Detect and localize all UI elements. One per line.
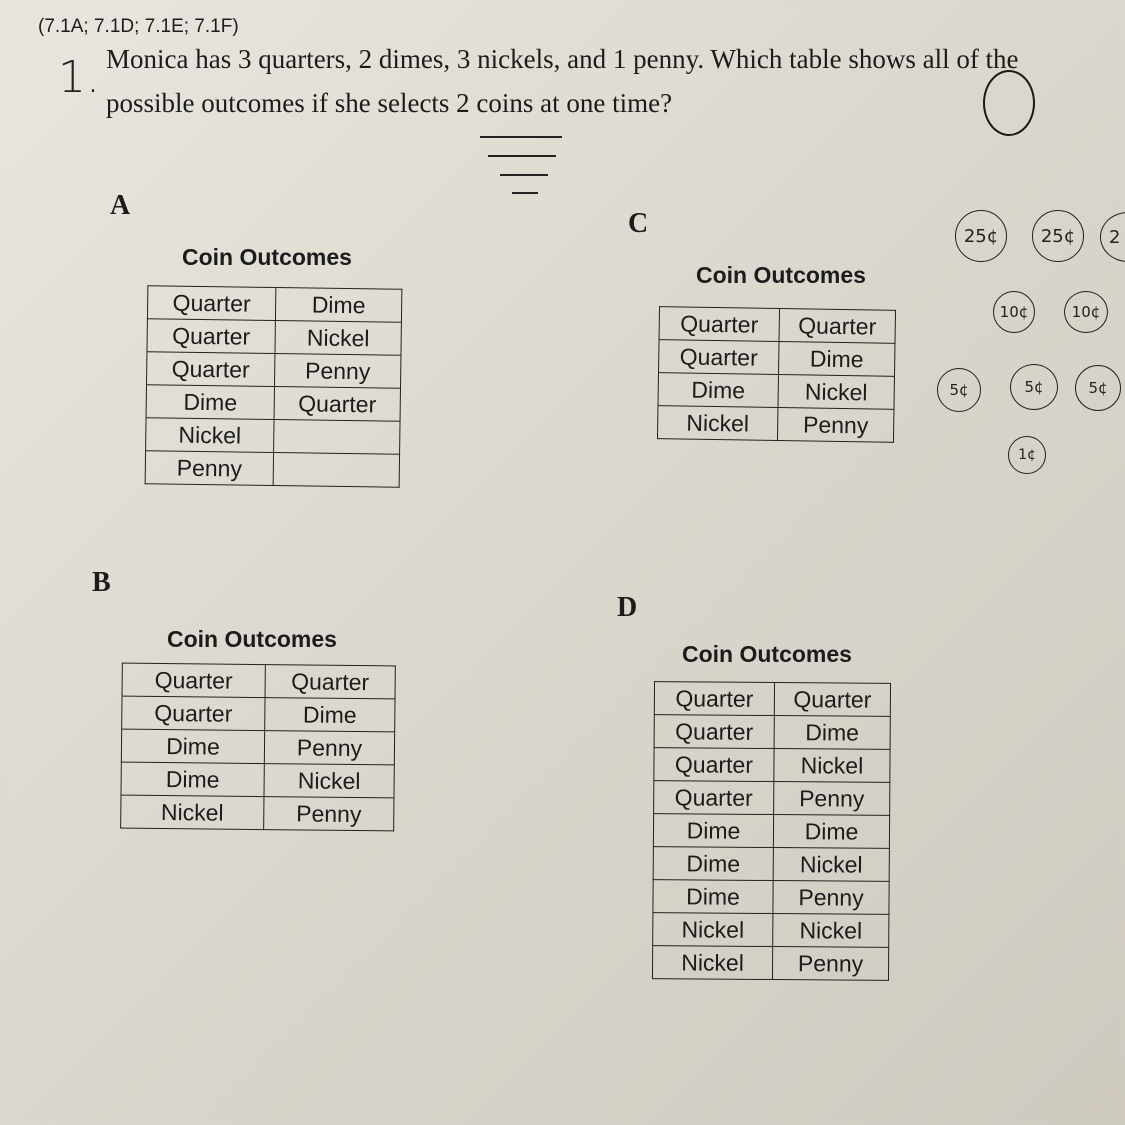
choice-b-table	[120, 663, 396, 832]
standards-code: (7.1A; 7.1D; 7.1E; 7.1F)	[38, 16, 239, 37]
choice-a-title: Coin Outcomes	[182, 244, 352, 270]
table-row	[146, 418, 400, 455]
table-cell: Nickel	[773, 848, 889, 882]
coin-annotation-nickel: 5¢	[1010, 364, 1058, 410]
table-cell: Penny	[264, 797, 394, 831]
coin-annotation-dime: 10¢	[993, 291, 1035, 333]
table-row	[146, 385, 400, 422]
table-row	[147, 286, 401, 323]
table-cell: Dime	[121, 762, 264, 796]
table-cell: Quarter	[122, 696, 265, 730]
choice-a-table	[145, 285, 403, 488]
table-cell: Nickel	[778, 375, 895, 410]
table-cell: Quarter	[659, 307, 780, 342]
table-row	[653, 913, 889, 948]
table-cell: Nickel	[121, 795, 264, 829]
table-cell: Quarter	[122, 663, 265, 697]
table-cell: Dime	[653, 847, 773, 881]
handwritten-underline	[500, 174, 548, 176]
table-cell: Dime	[773, 815, 889, 849]
table-cell: Nickel	[774, 749, 890, 783]
table-row	[147, 319, 401, 356]
coin-annotation-quarter: 25¢	[955, 210, 1007, 262]
table-cell: Penny	[264, 731, 394, 765]
table-row	[659, 340, 895, 377]
table-row	[121, 795, 394, 831]
coin-annotation-penny: 1¢	[1008, 436, 1046, 474]
table-cell: Quarter	[659, 340, 780, 375]
table-cell: Quarter	[654, 748, 774, 782]
choice-c-table	[657, 306, 896, 443]
choice-d-letter: D	[617, 592, 638, 623]
table-cell: Dime	[653, 814, 773, 848]
table-row	[122, 663, 395, 699]
table-row	[658, 373, 894, 410]
question-number: 1.	[58, 52, 100, 103]
choice-a-letter: A	[110, 190, 131, 221]
table-cell: Quarter	[265, 665, 395, 699]
table-cell	[273, 453, 399, 488]
handwritten-underline	[480, 136, 562, 138]
table-cell: Penny	[772, 947, 888, 981]
table-row	[121, 729, 394, 765]
table-cell: Dime	[275, 288, 401, 323]
coin-annotation-nickel: 5¢	[1075, 365, 1121, 411]
table-cell: Quarter	[779, 309, 896, 344]
table-row	[654, 682, 890, 717]
table-row	[122, 696, 395, 732]
question-text-line-2: possible outcomes if she selects 2 coins at one time?	[106, 88, 673, 118]
table-cell: Dime	[653, 880, 773, 914]
table-row	[657, 406, 893, 443]
choice-d-title: Coin Outcomes	[682, 641, 852, 667]
choice-b-title: Coin Outcomes	[167, 626, 337, 652]
table-cell: Quarter	[147, 352, 275, 387]
table-row	[653, 814, 889, 849]
table-row	[659, 307, 895, 344]
table-cell: Quarter	[147, 286, 275, 321]
table-cell: Nickel	[146, 418, 274, 453]
choice-c-letter: C	[628, 208, 649, 239]
table-row	[652, 946, 888, 981]
table-row	[654, 781, 890, 816]
choice-d-table	[652, 681, 891, 981]
table-row	[654, 715, 890, 750]
coin-annotation-dime: 10¢	[1064, 291, 1108, 333]
table-cell: Penny	[274, 354, 400, 389]
table-cell: Nickel	[652, 946, 772, 980]
table-cell: Penny	[777, 408, 894, 443]
coin-annotation-partial: 2	[1100, 212, 1125, 262]
table-row	[147, 352, 401, 389]
table-cell: Penny	[773, 881, 889, 915]
choice-c-title: Coin Outcomes	[696, 262, 866, 288]
table-row	[145, 451, 399, 488]
table-cell: Nickel	[657, 406, 778, 441]
table-cell: Nickel	[653, 913, 773, 947]
table-cell	[274, 420, 400, 455]
table-cell: Quarter	[654, 682, 774, 716]
table-row	[121, 762, 394, 798]
table-cell: Quarter	[274, 387, 400, 422]
table-cell: Quarter	[147, 319, 275, 354]
coin-annotation-nickel: 5¢	[937, 368, 981, 412]
table-cell: Quarter	[654, 781, 774, 815]
table-cell: Dime	[121, 729, 264, 763]
table-cell: Dime	[778, 342, 895, 377]
handwritten-underline	[488, 155, 556, 157]
table-cell: Quarter	[774, 683, 890, 717]
question-text-line-1: Monica has 3 quarters, 2 dimes, 3 nickels, and 1 penny. Which table shows all of the	[106, 44, 1019, 74]
table-cell: Penny	[774, 782, 890, 816]
table-cell: Nickel	[275, 321, 401, 356]
table-cell: Quarter	[654, 715, 774, 749]
table-cell: Dime	[146, 385, 274, 420]
table-cell: Dime	[658, 373, 779, 408]
table-row	[653, 847, 889, 882]
choice-b-letter: B	[92, 567, 111, 598]
table-cell: Dime	[265, 698, 395, 732]
handwritten-circle-mark	[983, 70, 1035, 136]
coin-annotation-quarter: 25¢	[1032, 210, 1084, 262]
table-cell: Dime	[774, 716, 890, 750]
table-row	[653, 880, 889, 915]
table-row	[654, 748, 890, 783]
table-cell: Nickel	[264, 764, 394, 798]
table-cell: Penny	[145, 451, 273, 486]
table-cell: Nickel	[773, 914, 889, 948]
handwritten-underline	[512, 192, 538, 194]
